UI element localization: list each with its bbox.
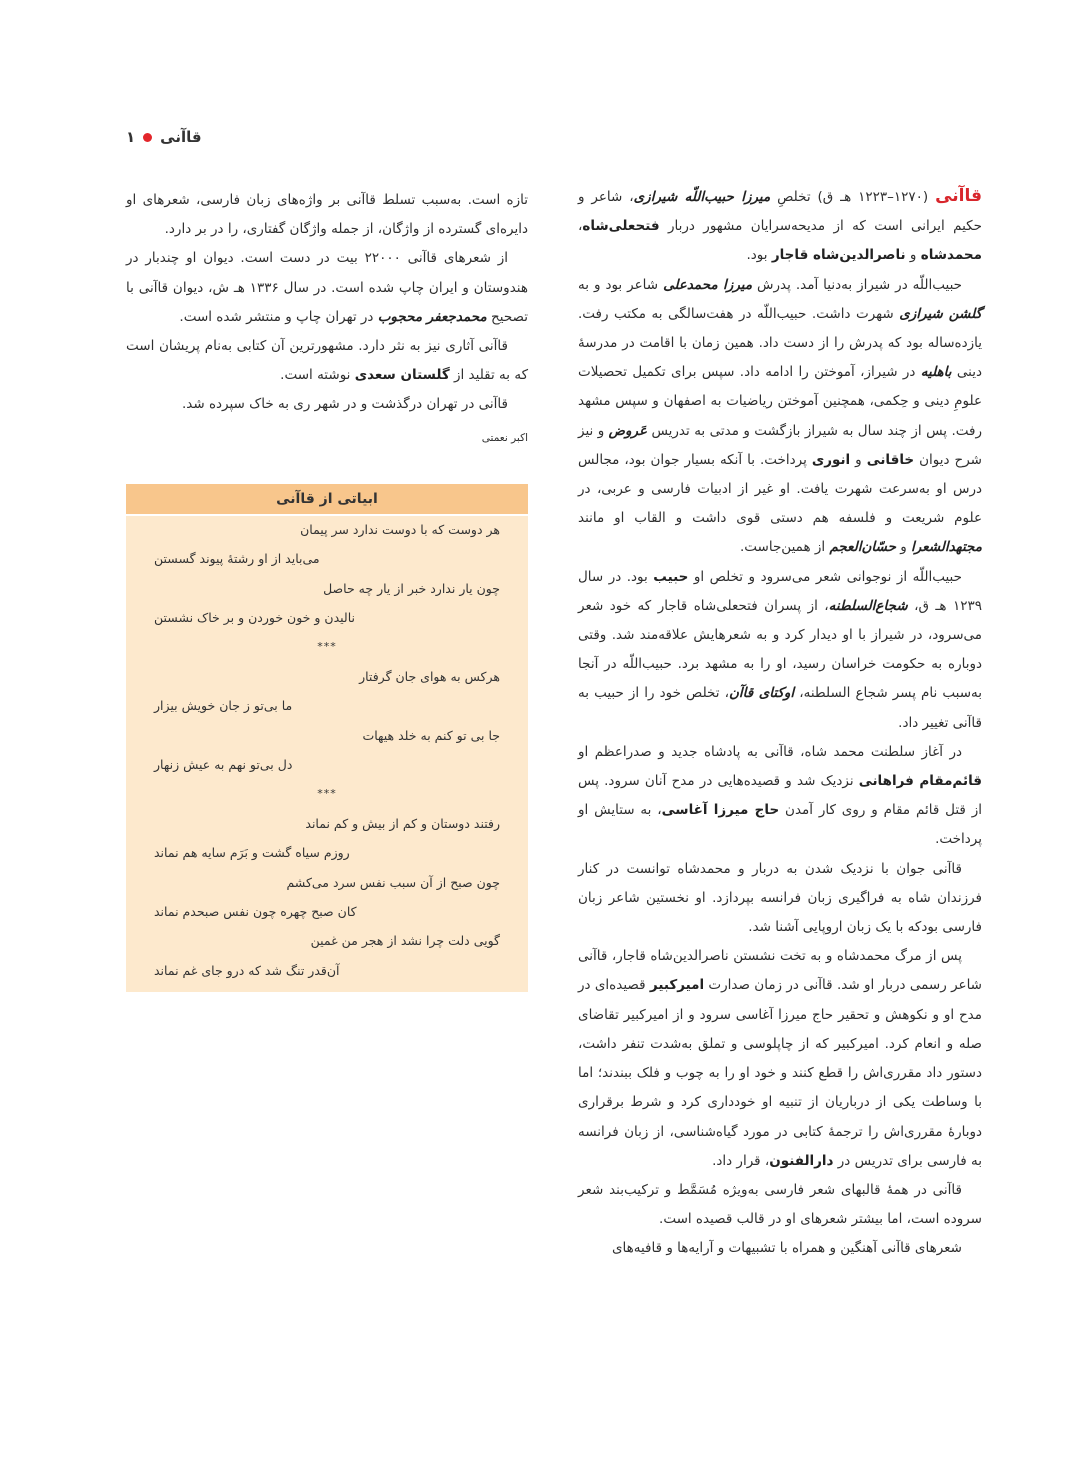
text: و نیز شرح دیوان — [578, 422, 982, 468]
verse-text: هرکس به هوای جان گرفتار — [359, 668, 500, 684]
verse-line — [126, 545, 528, 574]
keyword: قائم‌مقام فراهانی — [858, 773, 982, 790]
separator-text: *** — [317, 786, 337, 800]
text: از همین‌جاست. — [739, 539, 830, 556]
verse-text: کان صبح چهره چون نفس صبحدم نماند — [154, 904, 357, 920]
text: قاآنی آثاری نیز به نثر دارد. مشهورترین آن کتابی به‌نام پریشان است که به تقلید از — [126, 338, 528, 384]
text: در آغاز سلطنت محمد شاه، قاآنی به پادشاه جدید و صدراعظم او — [578, 743, 962, 760]
verse-line — [126, 722, 528, 751]
verse-line — [126, 516, 528, 545]
text: بود. در سال ۱۲۳۹ هـ ق، — [578, 568, 982, 614]
text: ، تخلص خود را از حبیب به قاآنی تغییر داد. — [578, 685, 982, 731]
poem-box — [126, 484, 528, 992]
keyword: امیرکبیر — [649, 977, 705, 994]
keyword: اوکتای قاآن — [728, 685, 795, 702]
text: نزدیک شد و قصیده‌هایی در مدح آنان سرود. پس از قتل قائم مقام و روی کار آمدن — [578, 773, 983, 819]
verse-text: گویی دلت چرا نشد از هجر من غمین — [310, 933, 500, 949]
verse-text: چون یار ندارد خبر از یار چه حاصل — [323, 580, 500, 596]
author-credit: اکبر نعمتی — [481, 431, 528, 444]
text: پرداخت. با آنکه بسیار جوان بود، مجالس درس او به‌سرعت شهرت یافت. او غیر از ادبیات فارسی و عربی، در علوم شریعت و فلسفه هم دستی قوی داشت و القاب او مانند — [578, 451, 982, 527]
verse-line — [126, 869, 528, 898]
verse-line — [126, 810, 528, 839]
paragraph-2 — [578, 271, 982, 563]
page-header — [126, 124, 246, 150]
paragraph-continued: تازه است. به‌سبب تسلط قاآنی بر واژه‌های زبان فارسی، شعرهای او دایره‌ای گسترده از واژگان، از جمله واژگان گفتاری، را در بر دارد. — [126, 192, 528, 238]
verse-separator — [126, 781, 528, 810]
keyword: میرزا محمدعلی — [663, 276, 753, 293]
poet-name: میرزا حبیب‌اللّه شیرازی — [633, 189, 771, 205]
text: شاعر بود و به — [578, 276, 664, 293]
verse-text: آن‌قدر تنگ شد که درو جای غم نماند — [154, 962, 340, 978]
keyword: دارالفنون — [769, 1152, 834, 1169]
text: در تهران چاپ و منتشر شده است. — [179, 308, 378, 325]
left-column — [126, 186, 528, 448]
text: ، قرار داد. — [712, 1152, 770, 1169]
text: حبیب‌اللّه از نوجوانی شعر می‌سرود و تخلص او — [688, 568, 962, 585]
verse-text: جا بی تو کنم به خلد هیهات — [362, 727, 500, 743]
verse-text: هر دوست که با دوست ندارد سر پیمان — [300, 522, 500, 537]
keyword: ناصرالدین‌شاه قاجار — [771, 247, 906, 264]
keyword: انوری — [811, 451, 851, 468]
verse-line — [126, 898, 528, 927]
paragraph-divan — [126, 244, 528, 332]
verse-text: چون صبح از آن سبب نفس سرد می‌کشم — [286, 874, 500, 890]
verse-line — [126, 663, 528, 692]
keyword: حاج میرزا آغاسی — [661, 802, 780, 819]
verse-text: روزم سیاه گشت و بَرَم سایه هم نماند — [154, 845, 350, 861]
verse-text: نالیدن و خون خوردن و بر خاک نشستن — [154, 610, 355, 626]
right-column — [578, 182, 982, 1264]
keyword: فتحعلی‌شاه — [582, 218, 660, 235]
text: ، — [578, 218, 583, 235]
text: ، شاعر و حکیم ایرانی است که از مدیحه‌سرایان مشهور دربار — [578, 189, 982, 235]
paragraph-prose — [126, 332, 528, 390]
poem-box-title: ابیاتی از قاآنی — [126, 484, 528, 516]
verse-text: ما بی‌تو ز جان خویش بیزار — [154, 698, 293, 714]
page-number: ۱ — [126, 128, 136, 146]
verse-line — [126, 927, 528, 956]
red-dot-icon — [143, 133, 152, 142]
keyword: گلشن شیرازی — [899, 305, 982, 322]
paragraph-intro — [578, 182, 982, 271]
verse-line — [126, 692, 528, 721]
text: در شیراز، آموختن را ادامه داد. سپس برای تکمیل تحصیلات علومِ دینی و حِکمی، همچنین آموختن ریاضیات به اصفهان و سپس مشهد رفت. پس از چند سال به شیراز بازگشت و مدتی به تدریس — [578, 364, 982, 439]
verse-line — [126, 839, 528, 868]
keyword: خاقانی — [866, 451, 915, 468]
paragraph-5: قاآنی جوان با نزدیک شدن به دربار و محمدشاه توانست در کنار فرزندان شاه به فراگیری زبان فرانسه بپردازد. او نخستین شاعر زبان فارسی بودکه با یک زبان اروپایی آشنا شد. — [578, 860, 982, 936]
verse-text: دل بی‌تو نهم به عیش زنهار — [154, 757, 293, 773]
text: شهرت داشت. حبیب‌اللّه در هفت‌سالگی به مکتب رفت. یازده‌ساله بود که پدرش را از دست داد. همین زمان با اقامت در مدرسهٔ دینی — [578, 305, 982, 381]
paragraph-6 — [578, 942, 982, 1176]
paragraph-8: شعرهای قاآنی آهنگین و همراه با تشبیهات و آرایه‌ها و قافیه‌های — [611, 1240, 962, 1257]
keyword: محمدشاه — [920, 247, 982, 264]
paragraph-7: قاآنی در همهٔ قالبهای شعر فارسی به‌ویژه مُسَمَّط و ترکیب‌بند شعر سروده است، اما بیشتر شعرهای او در قالب قصیده است. — [578, 1181, 982, 1228]
keyword: مجتهدالشعرا — [911, 539, 982, 556]
keyword: عَروض — [608, 422, 648, 439]
text: ، از پسران فتحعلی‌شاه قاجار که خود شعر می‌سرود، در شیراز با او دیدار کرد و به شعرهایش علاقه‌مند شد. وقتی دوباره به حکومت خراسان رسید، او را به مشهد برد. حبیب‌اللّه در آنجا به‌سبب نام پسر شجاع السلطنه، — [578, 597, 983, 702]
text: و — [895, 539, 912, 556]
verse-line — [126, 604, 528, 633]
text: قصیده‌ای در مدح او و نکوهش و تحقیر حاج میرزا آغاسی سرود و از امیرکبیر تقاضای صله و انعام کرد. امیرکبیر که از چاپلوسی و تملق به‌شدت تنفر داشت، دستور داد مقرری‌اش را قطع کنند و خود او را به چوب و فلک ببندند؛ اما با وساطت یکی از درباریان از تنبیه او خودداری کرد و شرط برقراری دوبارهٔ مقرری‌اش را ترجمهٔ کتابی در مورد گیاه‌شناسی، از زبان فرانسه به فارسی برای تدریس در — [578, 977, 982, 1169]
keyword: باهلیه — [920, 364, 952, 381]
verse-separator — [126, 634, 528, 663]
text: نوشته است. — [280, 367, 355, 384]
text: حبیب‌اللّه در شیراز به‌دنیا آمد. پدرش — [752, 276, 962, 293]
keyword: گلستان سعدی — [354, 367, 450, 384]
verse-text: می‌باید از او رشتهٔ پیوند گسستن — [154, 551, 320, 567]
text: و — [850, 451, 867, 468]
verse-line — [126, 957, 528, 986]
text: و — [905, 247, 921, 264]
text: ، به ستایش او پرداخت. — [578, 802, 982, 848]
chapter-title: قاآنی — [160, 128, 202, 146]
paragraph-death: قاآنی در تهران درگذشت و در شهر ری به خاک سپرده شد. — [181, 396, 508, 413]
separator-text: *** — [317, 639, 337, 653]
text: پس از مرگ محمدشاه و به تخت نشستن ناصرالدین‌شاه قاجار، قاآنی شاعر رسمی دربار او شد. قاآنی در زمان صدارت — [578, 948, 982, 994]
verse-text: رفتند دوستان و کم از بیش و کم نماند — [305, 815, 500, 831]
paragraph-3 — [578, 563, 982, 738]
keyword: حسّان‌العجم — [829, 539, 896, 556]
lead-title: قاآنی — [935, 186, 983, 206]
keyword: شجاع‌السلطنه — [828, 597, 908, 614]
keyword: محمدجعفر محجوب — [377, 308, 487, 325]
text: از شعرهای قاآنی ۲۲۰۰۰ بیت در دست است. دیوان او چندبار در هندوستان و ایران چاپ شده است. در سال ۱۳۳۶ هـ ش، دیوان قاآنی با تصحیح — [126, 250, 528, 325]
verse-line — [126, 575, 528, 604]
text: بود. — [746, 247, 772, 264]
verse-line — [126, 751, 528, 780]
keyword: حبیب — [653, 568, 689, 585]
paragraph-4 — [578, 738, 982, 855]
text: (۱۲۷۰–۱۲۲۳ هـ ق) تخلصِ — [770, 189, 936, 205]
